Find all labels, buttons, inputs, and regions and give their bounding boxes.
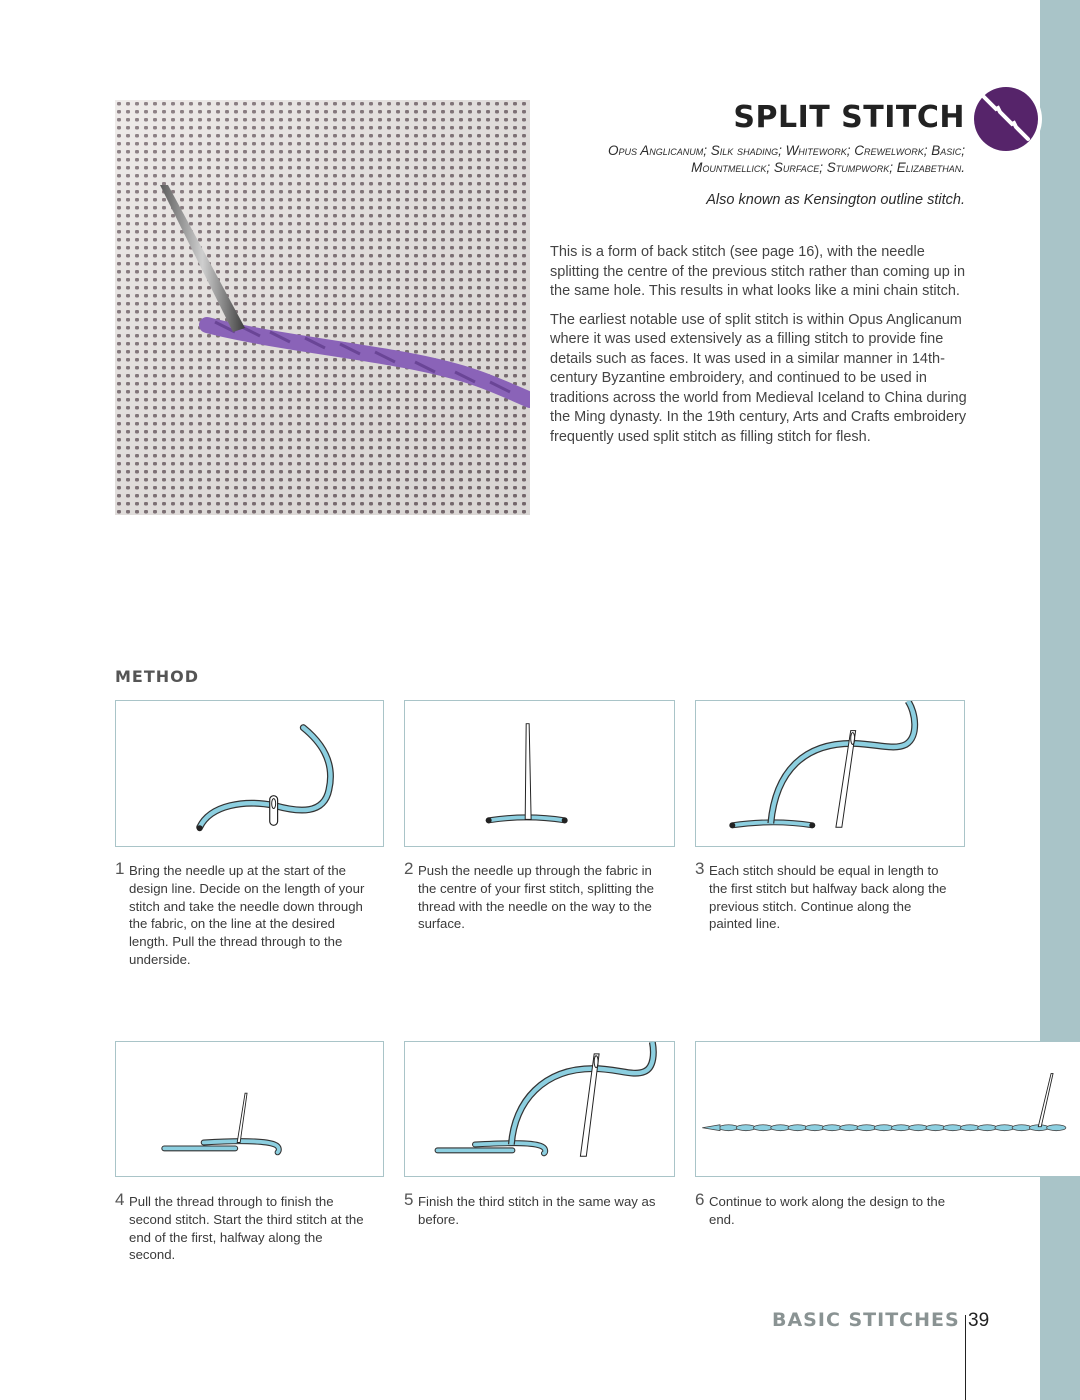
footer-divider xyxy=(965,1315,966,1400)
chain-link xyxy=(822,1125,841,1131)
step-6-text xyxy=(695,1190,950,1229)
step-description: Push the needle up through the fabric in the centre of your first stitch, splitting the thread with the needle on the way to the surface. xyxy=(418,863,655,932)
step-description: Continue to work along the design to the end. xyxy=(709,1194,946,1227)
chain-link xyxy=(840,1125,859,1131)
chain-link xyxy=(891,1125,910,1131)
chain-link xyxy=(995,1125,1014,1131)
step-number: 6 xyxy=(695,1190,705,1209)
chain-link xyxy=(1047,1125,1066,1131)
intro-text xyxy=(550,243,970,456)
step-1-diagram xyxy=(115,700,384,847)
chain-link xyxy=(857,1125,876,1131)
embroidery-photo xyxy=(115,100,530,515)
chain-link xyxy=(754,1125,773,1131)
step-5-text xyxy=(404,1190,659,1229)
step-2-text xyxy=(404,859,659,933)
step-3-text xyxy=(695,859,950,933)
fabric-photo-illustration xyxy=(115,100,530,515)
step-2-diagram xyxy=(404,700,675,847)
also-known-as: Also known as Kensington outline stitch. xyxy=(706,192,965,208)
page-number: 39 xyxy=(968,1310,990,1331)
step-5-diagram xyxy=(404,1041,675,1177)
chain-link xyxy=(805,1125,824,1131)
step-number: 5 xyxy=(404,1190,414,1209)
needle-badge-icon xyxy=(970,83,1042,155)
paragraph: This is a form of back stitch (see page 16), with the needle splitting the centre of the previous stitch rather than coming up in the same hole. This results in what looks like a mini chain stitch. xyxy=(550,244,966,299)
step-number: 3 xyxy=(695,859,705,878)
step-6-diagram xyxy=(695,1041,1080,1177)
paragraph: The earliest notable use of split stitch is within Opus Anglicanum where it was used extensively as a filling stitch to provide fine details such as faces. It was used in a similar manner in 14th-century Byzantine embroidery, and continued to be used in traditions across the world from Medieval Iceland to China during the Ming dynasty. In the 19th century, Arts and Crafts embroidery frequently used split stitch as filling stitch for flesh. xyxy=(550,311,967,445)
chain-link xyxy=(1012,1125,1031,1131)
step-4-diagram xyxy=(115,1041,384,1177)
page-edge-band xyxy=(1040,0,1080,1400)
step-number: 1 xyxy=(115,859,125,878)
chain-link xyxy=(909,1125,928,1131)
chain-link xyxy=(926,1125,945,1131)
chain-link xyxy=(874,1125,893,1131)
step-number: 4 xyxy=(115,1190,125,1209)
page-title: SPLIT STITCH xyxy=(733,100,965,135)
step-number: 2 xyxy=(404,859,414,878)
chain-link xyxy=(736,1125,755,1131)
chain-start xyxy=(702,1125,720,1131)
chain-link xyxy=(960,1125,979,1131)
step-description: Finish the third stitch in the same way as before. xyxy=(418,1194,656,1227)
method-heading: METHOD xyxy=(115,667,200,686)
step-4-text xyxy=(115,1190,370,1264)
step-description: Bring the needle up at the start of the design line. Decide on the length of your stitch and take the needle down through the fabric, on the line at the desired length. Pull the thread through to the underside. xyxy=(129,863,365,967)
chain-link xyxy=(771,1125,790,1131)
section-name: BASIC STITCHES xyxy=(772,1309,960,1331)
step-description: Each stitch should be equal in length to the first stitch but halfway back along the previous stitch. Continue along the painted line. xyxy=(709,863,947,932)
title-block xyxy=(540,98,965,208)
technique-list: Opus Anglicanum; Silk shading; Whitework; Crewelwork; Basic; Mountmellick; Surface; Stumpwork; Elizabethan. xyxy=(608,143,965,175)
chain-link xyxy=(788,1125,807,1131)
chain-link xyxy=(719,1125,738,1131)
chain-link xyxy=(978,1125,997,1131)
chain-link xyxy=(943,1125,962,1131)
step-3-diagram xyxy=(695,700,965,847)
split-stitch-chain xyxy=(702,1125,1066,1131)
step-description: Pull the thread through to finish the second stitch. Start the third stitch at the end of the first, halfway along the second. xyxy=(129,1194,364,1263)
step-1-text xyxy=(115,859,370,969)
